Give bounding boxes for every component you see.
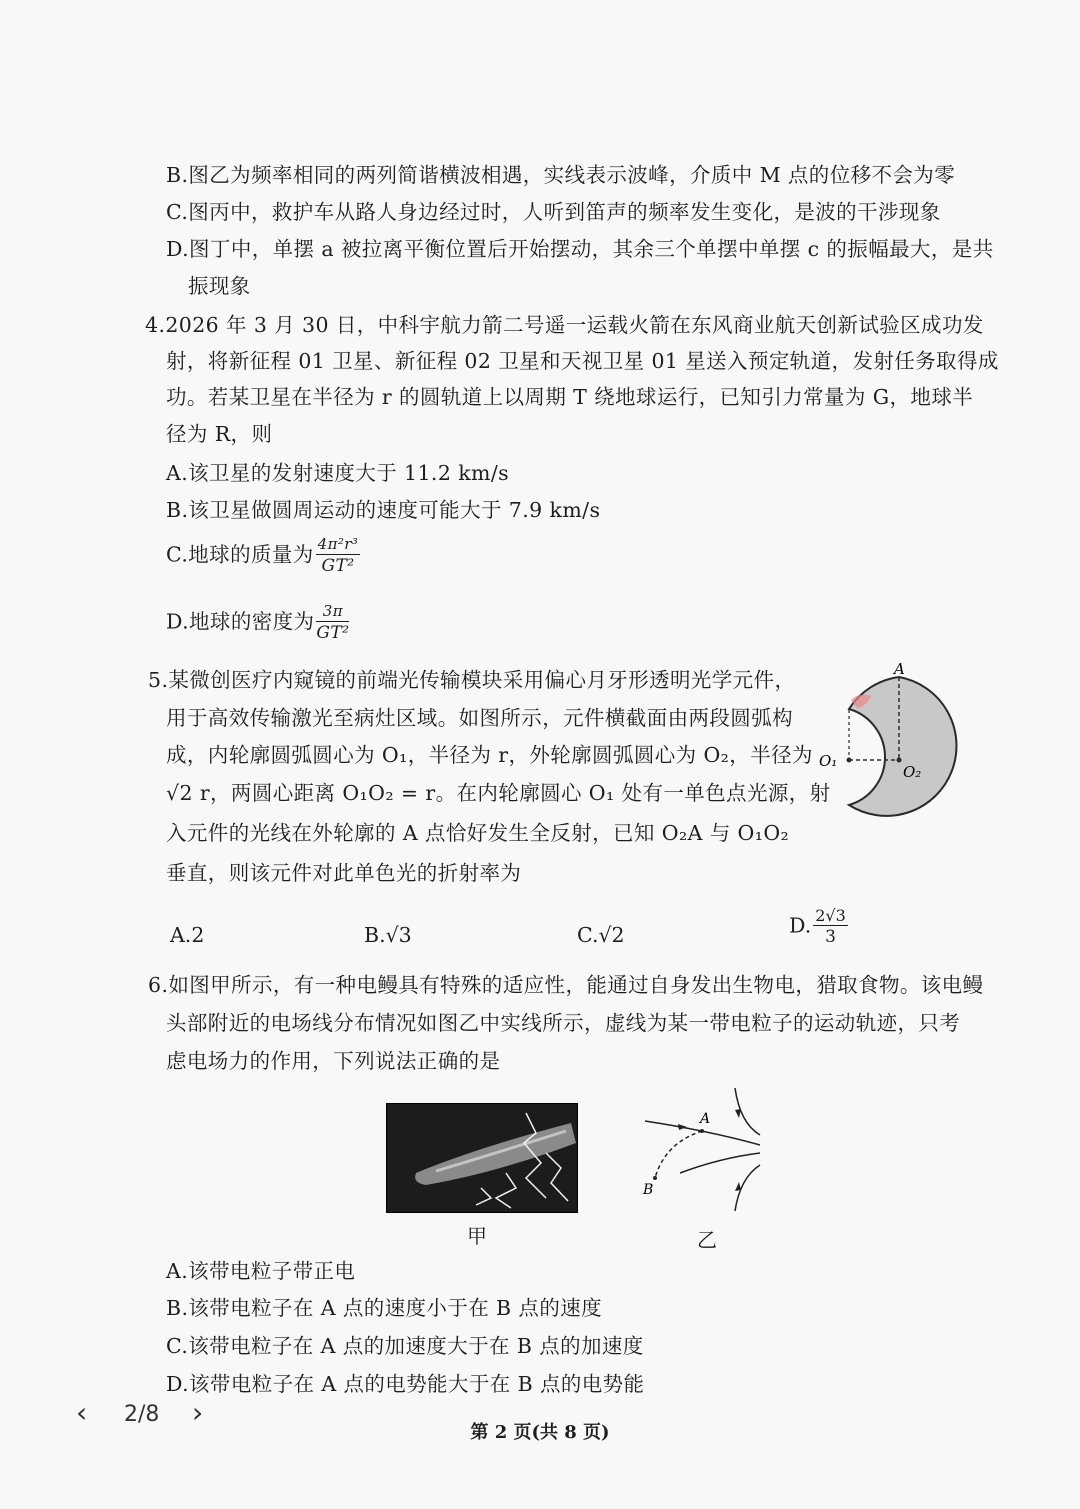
q5-option-a: A.2: [170, 923, 205, 947]
q5-option-c: C.√2: [577, 923, 625, 947]
label-a: A: [894, 662, 905, 678]
q5-crescent-figure: [815, 662, 985, 842]
arrow-bottom: [735, 1182, 741, 1191]
q5-stem-line4: √2 r，两圆心距离 O₁O₂ = r。在内轮廓圆心 O₁ 处有一单色点光源，射: [166, 781, 831, 805]
page-indicator: 2/8: [124, 1402, 160, 1427]
q5-option-d-fraction: [813, 906, 848, 948]
q6-stem-line3: 虑电场力的作用，下列说法正确的是: [166, 1049, 501, 1073]
q3-option-c: C.图丙中，救护车从路人身边经过时，人听到笛声的频率发生变化，是波的干涉现象: [166, 200, 941, 224]
q5-stem-line1: 5.某微创医疗内窥镜的前端光传输模块采用偏心月牙形透明光学元件，: [148, 668, 796, 692]
field-line-diagram: [640, 1083, 765, 1213]
q6-option-c: C.该带电粒子在 A 点的加速度大于在 B 点的加速度: [166, 1334, 644, 1358]
q4-option-d-label: D.地球的密度为: [166, 609, 315, 634]
fraction-denominator: 3: [825, 927, 836, 947]
fraction-numerator: 4π²r³: [317, 535, 359, 553]
q4-option-c-fraction: [316, 535, 361, 577]
q4-option-d-fraction: [316, 602, 349, 644]
q5-stem-line3: 成，内轮廓圆弧圆心为 O₁，半径为 r，外轮廓圆弧圆心为 O₂，半径为: [166, 743, 813, 767]
q4-stem-line4: 径为 R，则: [166, 422, 273, 446]
q5-stem-line2: 用于高效传输激光至病灶区域。如图所示，元件横截面由两段圆弧构: [166, 706, 793, 730]
fraction-numerator: 3π: [316, 602, 349, 622]
q3-option-b: B.图乙为频率相同的两列简谐横波相遇，实线表示波峰，介质中 M 点的位移不会为零: [166, 163, 956, 187]
q4-stem-line3: 功。若某卫星在半径为 r 的圆轨道上以周期 T 绕地球运行，已知引力常量为 G，地球半: [166, 385, 974, 409]
point-b: [653, 1176, 657, 1180]
o1-point: [847, 758, 852, 763]
next-page-icon[interactable]: ›: [192, 1396, 204, 1429]
q5-option-b: B.√3: [364, 923, 412, 947]
q4-option-c-label: C.地球的质量为: [166, 542, 314, 567]
q4-stem-line1: 4.2026 年 3 月 30 日，中科宇航力箭二号遥一运载火箭在东风商业航天创新试验区成功发: [145, 313, 984, 337]
label-o1: O₁: [819, 752, 838, 770]
label-b: B: [643, 1182, 654, 1198]
q4-option-a: A.该卫星的发射速度大于 11.2 km/s: [166, 461, 510, 485]
label-o2: O₂: [903, 763, 922, 781]
fraction-numerator: 2√3: [815, 906, 846, 925]
q6-option-a: A.该带电粒子带正电: [166, 1259, 356, 1283]
field-line-lower: [680, 1153, 760, 1173]
q4-option-b: B.该卫星做圆周运动的速度可能大于 7.9 km/s: [166, 498, 601, 522]
q4-option-c: [166, 535, 360, 577]
figure-yi-label: 乙: [697, 1228, 717, 1252]
q6-stem-line2: 头部附近的电场线分布情况如图乙中实线所示，虚线为某一带电粒子的运动轨迹，只考: [166, 1011, 961, 1035]
label-a: A: [700, 1111, 711, 1127]
prev-page-icon[interactable]: ‹: [76, 1396, 88, 1429]
fraction-denominator: GT²: [321, 556, 355, 576]
q4-option-d: [166, 602, 349, 644]
q5-option-d: [789, 906, 848, 948]
q6-stem-line1: 6.如图甲所示，有一种电鳗具有特殊的适应性，能通过自身发出生物电，猎取食物。该电鳗: [148, 973, 984, 997]
q6-option-d: D.该带电粒子在 A 点的电势能大于在 B 点的电势能: [166, 1372, 645, 1396]
page-footer: 第 2 页(共 8 页): [470, 1422, 610, 1443]
eel-photo: [386, 1103, 578, 1213]
o2-point: [897, 758, 902, 763]
q3-option-d-line2: 振现象: [188, 274, 251, 298]
q5-stem-line6: 垂直，则该元件对此单色光的折射率为: [166, 861, 522, 885]
fraction-denominator: GT²: [316, 623, 350, 643]
q3-option-d-line1: D.图丁中，单摆 a 被拉离平衡位置后开始摆动，其余三个单摆中单摆 c 的振幅最大，是共: [166, 237, 994, 261]
q5-option-d-label: D.: [789, 913, 812, 938]
q4-stem-line2: 射，将新征程 01 卫星、新征程 02 卫星和天视卫星 01 星送入预定轨道，发射任务取得成: [166, 349, 999, 373]
q5-stem-line5: 入元件的光线在外轮廓的 A 点恰好发生全反射，已知 O₂A 与 O₁O₂: [166, 821, 790, 845]
figure-jia-label: 甲: [467, 1224, 487, 1248]
particle-trajectory: [655, 1131, 702, 1178]
arrow-upper: [678, 1124, 687, 1130]
q6-option-b: B.该带电粒子在 A 点的速度小于在 B 点的速度: [166, 1296, 603, 1320]
arrow-top: [735, 1109, 741, 1118]
point-a: [700, 1129, 704, 1133]
